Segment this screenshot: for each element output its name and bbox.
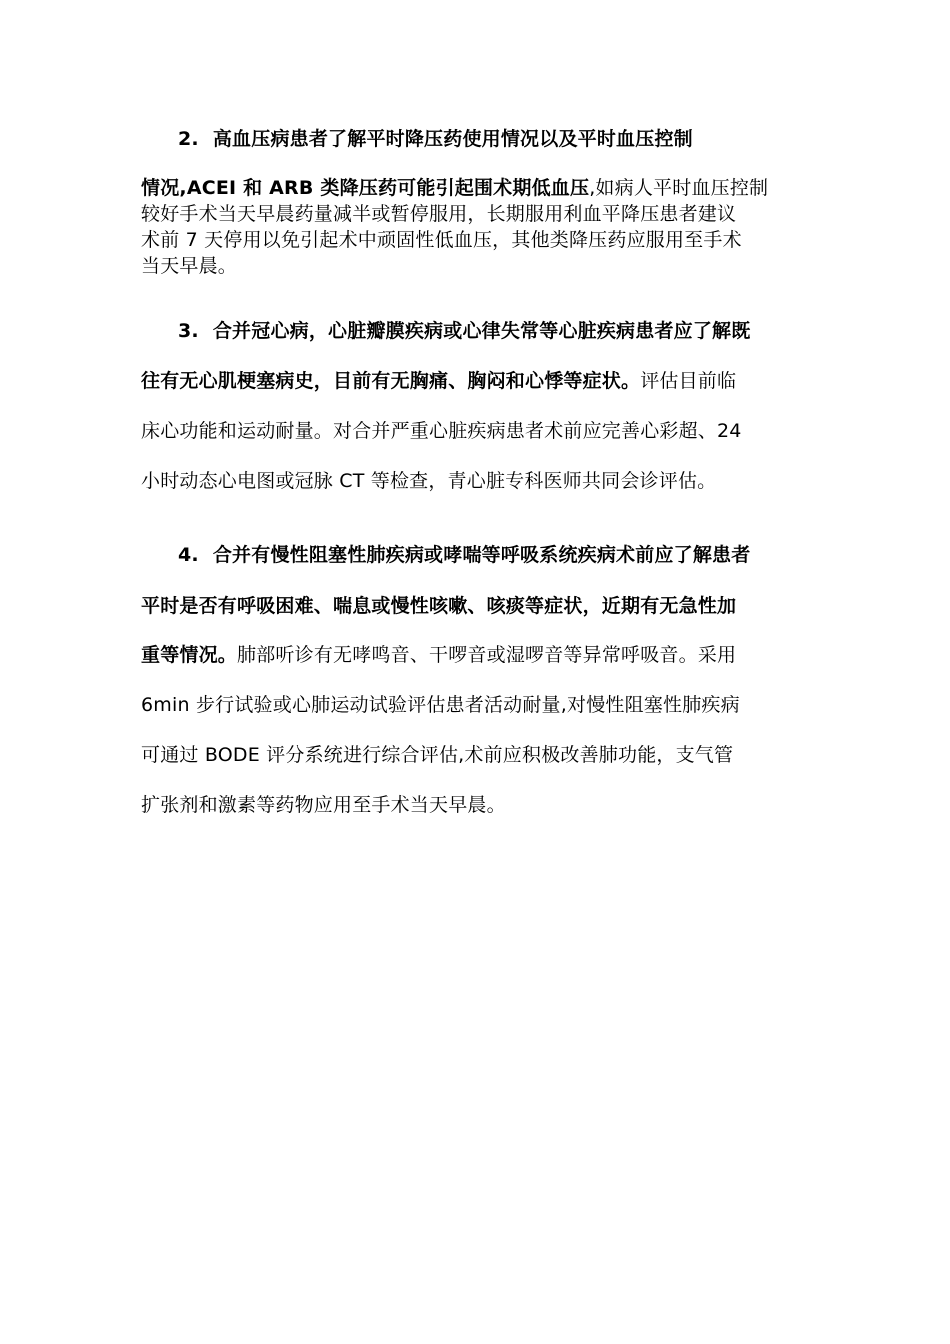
section4-line2: 平时是否有呼吸困难、喘息或慢性咳嗽、咳痰等症状，近期有无急性加 bbox=[141, 595, 737, 617]
section4-line1 bbox=[178, 543, 750, 567]
section4-line3-bold: 重等情况。 bbox=[141, 644, 238, 666]
section4-line6: 扩张剂和激素等药物应用至手术当天早晨。 bbox=[141, 794, 506, 816]
section4-line3 bbox=[141, 643, 736, 667]
section4-line3-rest: 肺部听诊有无哮鸣音、干啰音或湿啰音等异常呼吸音。采用 bbox=[237, 644, 737, 666]
section2-line4: 术前 7 天停用以免引起术中顽固性低血压，其他类降压药应服用至手术 bbox=[141, 229, 742, 251]
section4-line4: 6min 步行试验或心肺运动试验评估患者活动耐量,对慢性阻塞性肺疾病 bbox=[141, 694, 740, 716]
section2-heading bbox=[178, 127, 693, 151]
section3-line4: 小时动态心电图或冠脉 CT 等检查，青心脏专科医师共同会诊评估。 bbox=[141, 470, 717, 492]
section4-number: 4. bbox=[178, 544, 199, 566]
section3-line2 bbox=[141, 369, 736, 393]
section3-line2-rest: 评估目前临 bbox=[640, 370, 737, 392]
section2-heading-text: 高血压病患者了解平时降压药使用情况以及平时血压控制 bbox=[212, 128, 693, 150]
section2-line2 bbox=[141, 176, 768, 200]
section4-line5: 可通过 BODE 评分系统进行综合评估,术前应积极改善肺功能，支气管 bbox=[141, 744, 734, 766]
section2-line2-rest: ,如病人平时血压控制 bbox=[589, 177, 769, 199]
section3-line2-bold: 往有无心肌梗塞病史，目前有无胸痛、胸闷和心悸等症状。 bbox=[141, 370, 641, 392]
section2-line2-bold: 情况,ACEI 和 ARB 类降压药可能引起围术期低血压 bbox=[141, 177, 590, 199]
section2-number: 2. bbox=[178, 128, 199, 150]
section4-line1-text: 合并有慢性阻塞性肺疾病或哮喘等呼吸系统疾病术前应了解患者 bbox=[212, 544, 751, 566]
section3-line1 bbox=[178, 319, 750, 343]
section3-line1-text: 合并冠心病，心脏瓣膜疾病或心律失常等心脏疾病患者应了解既 bbox=[212, 320, 751, 342]
section2-line5: 当天早晨。 bbox=[141, 255, 238, 277]
section3-line3: 床心功能和运动耐量。对合并严重心脏疾病患者术前应完善心彩超、24 bbox=[141, 420, 742, 442]
section3-number: 3. bbox=[178, 320, 199, 342]
section2-line3: 较好手术当天早晨药量减半或暂停服用，长期服用利血平降压患者建议 bbox=[141, 203, 737, 225]
